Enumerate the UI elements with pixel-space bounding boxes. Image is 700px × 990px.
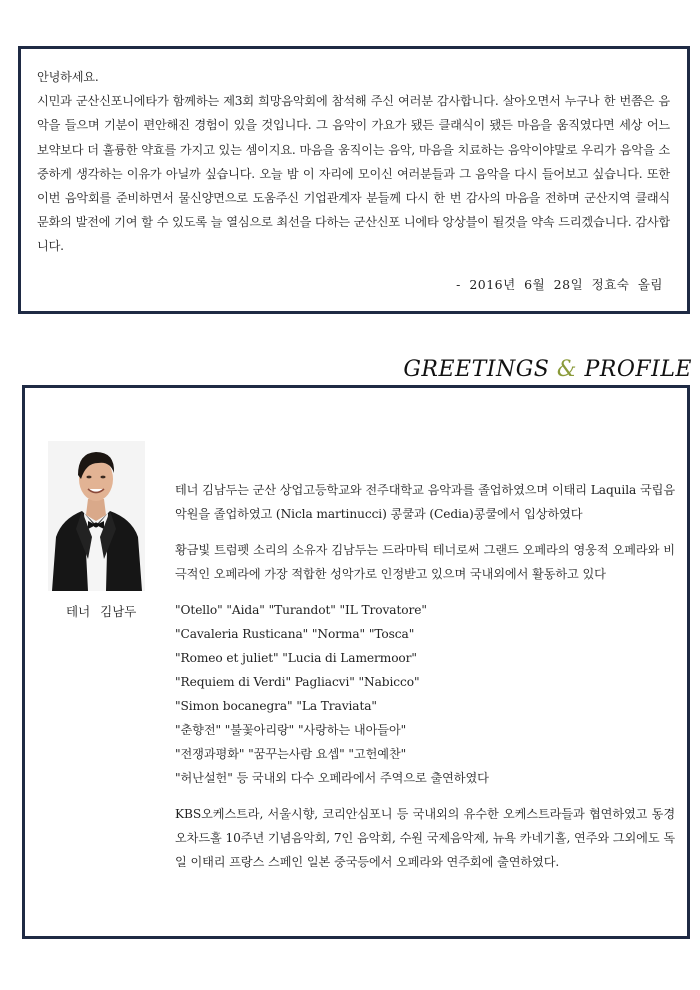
greeting-box bbox=[18, 46, 690, 314]
list-item: "춘향전" "불꽃아리랑" "사랑하는 내아들아" bbox=[175, 723, 407, 737]
opera-works-list bbox=[175, 598, 675, 790]
list-item: "허난설헌" 등 국내외 다수 오페라에서 주역으로 출연하였다 bbox=[175, 771, 489, 785]
greeting-body: 시민과 군산신포니에타가 함께하는 제3회 희망음악회에 참석해 주신 여러분 감사합니다. 살아오면서 누구나 한 번쯤은 음악을 들으며 기분이 편안해진 경험이 있을 것입니다. 그 음악이 가요가 됐든 클래식이 됐든 마음을 움직였다면 세상 어느 보약보다 더 훌륭한 약효를 가지고 있는 셈이지요. 마음을 움직이는 음악, 마음을 치료하는 음악이야말로 우리가 음악을 소중하게 생각하는 이유가 아닐까 싶습니다. 오늘 밤 이 자리에 모이신 여러분들과 그 음악을 다시 들어보고 싶습니다. 또한 이번 음악회를 준비하면서 물신양면으로 도움주신 기업관계자 분들께 다시 한 번 감사의 마음을 전하며 군산지역 클래식 문화의 발전에 기여 할 수 있도록 늘 열심으로 최선을 다하는 군산신포 니에타 앙상블이 될것을 약속 드리겠습니다. 감사합니다. bbox=[37, 94, 670, 254]
section-heading-ampersand: & bbox=[556, 357, 577, 382]
list-item: "Simon bocanegra" "La Traviata" bbox=[175, 699, 377, 713]
list-item: "Requiem di Verdi" Pagliacvi" "Nabicco" bbox=[175, 675, 420, 689]
section-heading bbox=[403, 357, 692, 382]
tenor-portrait-icon bbox=[48, 441, 145, 591]
greeting-signature: - 2016년 6월 28일 정효숙 올림 bbox=[456, 277, 663, 292]
list-item: "Cavaleria Rusticana" "Norma" "Tosca" bbox=[175, 627, 415, 641]
profile-bio bbox=[175, 478, 675, 874]
section-heading-part1: GREETINGS bbox=[403, 357, 557, 382]
list-item: "전쟁과평화" "꿈꾸는사람 요셉" "고헌예찬" bbox=[175, 747, 407, 761]
tenor-portrait-photo bbox=[48, 441, 145, 591]
bio-performances: KBS오케스트라, 서울시향, 코리안심포니 등 국내외의 유수한 오케스트라들과 협연하였고 동경 오차드홀 10주년 기념음악회, 7인 음악회, 수원 국제음악제, 뉴욕 카네기홀, 연주와 그외에도 독일 이태리 프랑스 스페인 일본 중국등에서 오페라와 연주회에 출연하였다. bbox=[175, 807, 675, 869]
list-item: "Romeo et juliet" "Lucia di Lamermoor" bbox=[175, 651, 417, 665]
bio-education: 테너 김남두는 군산 상업고등학교와 전주대학교 음악과를 졸업하였으며 이태리 Laquila 국립음악원을 졸업하였고 (Nicla martinucci) 콩쿨과 (Cedia)콩쿨에서 입상하였다 bbox=[175, 483, 675, 521]
greeting-salutation: 안녕하세요. bbox=[37, 70, 99, 84]
greeting-text bbox=[37, 65, 670, 259]
profile-box bbox=[22, 385, 690, 939]
section-heading-part2: PROFILE bbox=[576, 357, 692, 382]
list-item: "Otello" "Aida" "Turandot" "IL Trovatore" bbox=[175, 603, 427, 617]
tenor-caption: 테너 김남두 bbox=[66, 604, 137, 619]
bio-voice: 황금빛 트럼펫 소리의 소유자 김남두는 드라마틱 테너로써 그랜드 오페라의 영웅적 오페라와 비극적인 오페라에 가장 적합한 성악가로 인정받고 있으며 국내외에서 활동하고 있다 bbox=[175, 543, 675, 581]
